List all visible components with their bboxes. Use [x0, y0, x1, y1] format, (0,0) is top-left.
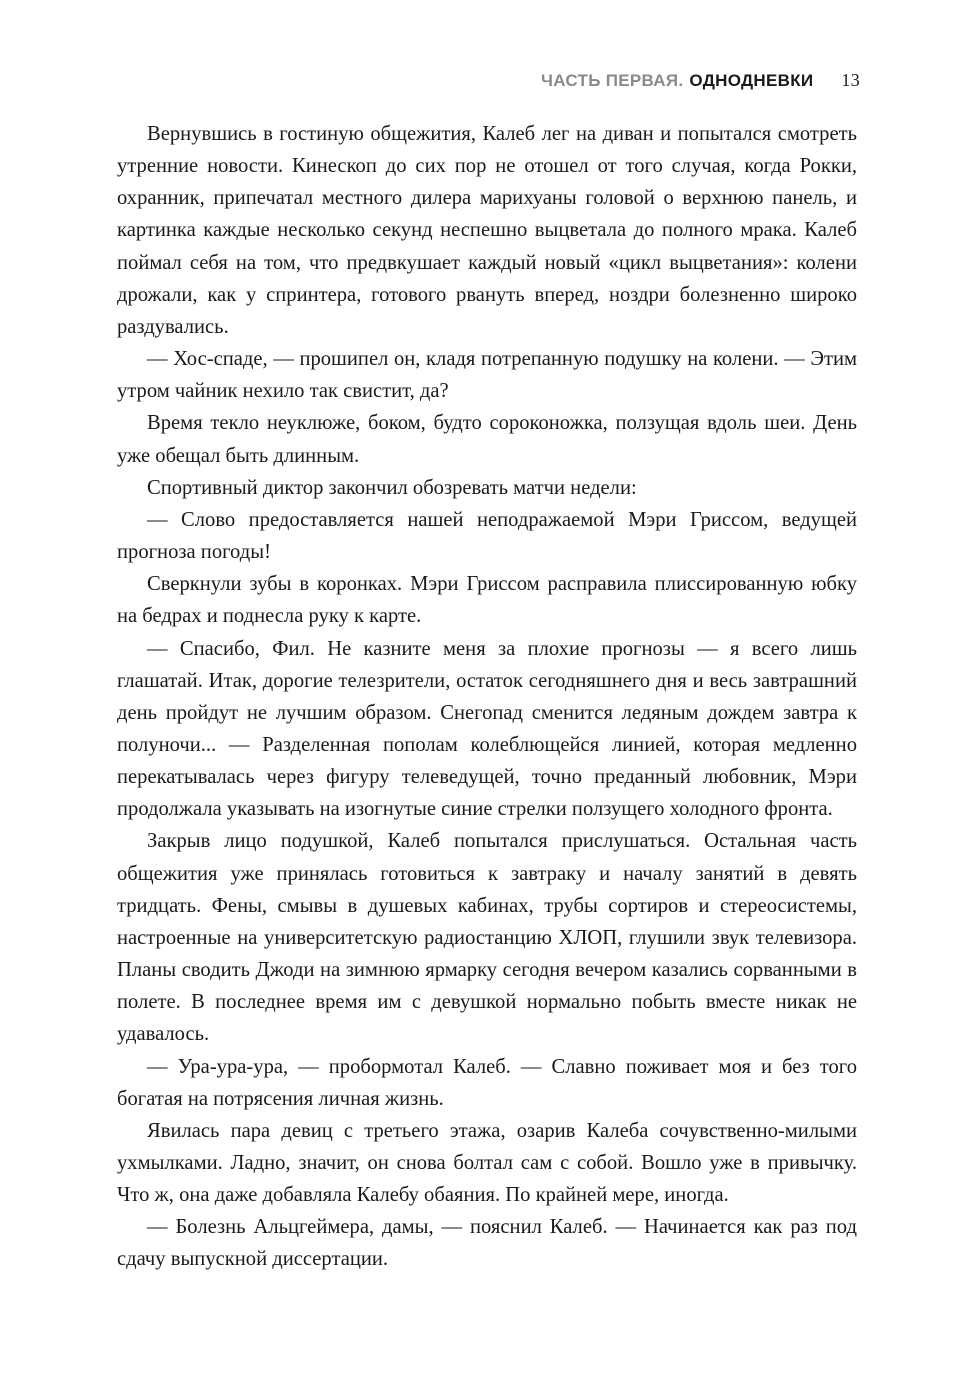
paragraph: — Ура-ура-ура, — пробормотал Калеб. — Славно поживает моя и без того богатая на потрясения личная жизнь.: [117, 1055, 857, 1110]
paragraph: — Хос-спаде, — прошипел он, кладя потрепанную подушку на колени. — Этим утром чайник нехило так свистит, да?: [117, 348, 857, 403]
header-part-label: ЧАСТЬ ПЕРВАЯ.: [540, 71, 684, 90]
paragraph: — Слово предоставляется нашей неподражаемой Мэри Гриссом, ведущей прогноза погоды!: [117, 508, 857, 564]
paragraph: Явилась пара девиц с третьего этажа, озарив Калеба сочувственно-милыми ухмылками. Ладно, значит, он снова болтал сам с собой. Вошло уже в привычку. Что ж, она даже добавляла Калебу обаяния. По крайней мере, иногда.: [117, 1119, 857, 1207]
paragraph: Время текло неуклюже, боком, будто сороконожка, ползущая вдоль шеи. День уже обещал быть длинным.: [117, 412, 857, 467]
page-number: 13: [841, 70, 860, 90]
paragraph: Спортивный диктор закончил обозревать матчи недели:: [147, 476, 637, 499]
header-chapter-title: ОДНОДНЕВКИ: [689, 71, 814, 90]
paragraph: Сверкнули зубы в коронках. Мэри Гриссом расправила плиссированную юбку на бедрах и поднесла руку к карте.: [117, 573, 857, 628]
page-body-text: [117, 118, 857, 1276]
paragraph: Закрыв лицо подушкой, Калеб попытался прислушаться. Остальная часть общежития уже принялась готовиться к завтраку и началу занятий в девять тридцать. Фены, смывы в душевых кабинах, трубы сортиров и стереосистемы, настроенные на университетскую радиостанцию ХЛОП, глушили звук телевизора. Планы сводить Джоди на зимнюю ярмарку сегодня вечером казались сорванными в полете. В последнее время им с девушкой нормально побыть вместе никак не удавалось.: [117, 830, 857, 1046]
paragraph: — Спасибо, Фил. Не казните меня за плохие прогнозы — я всего лишь глашатай. Итак, дорогие телезрители, остаток сегодняшнего дня и весь завтрашний день пройдут не лучшим образом. Снегопад сменится ледяным дождем завтра к полуночи... — Разделенная пополам колеблющейся линией, которая медленно перекатывалась через фигуру телеведущей, точно преданный любовник, Мэри продолжала указывать на изогнутые синие стрелки ползущего холодного фронта.: [117, 637, 857, 821]
running-header: [541, 70, 860, 91]
paragraph: — Болезнь Альцгеймера, дамы, — пояснил Калеб. — Начинается как раз под сдачу выпускной диссертации.: [117, 1216, 857, 1271]
paragraph: Вернувшись в гостиную общежития, Калеб лег на диван и попытался смотреть утренние новости. Кинескоп до сих пор не отошел от того случая, когда Рокки, охранник, припечатал местного дилера марихуаны головой о верхнюю панель, и картинка каждые несколько секунд неспешно выцветала до полного мрака. Калеб поймал себя на том, что предвкушает каждый новый «цикл выцветания»: колени дрожали, как у спринтера, готового рвануть вперед, ноздри болезненно широко раздувались.: [117, 123, 857, 338]
